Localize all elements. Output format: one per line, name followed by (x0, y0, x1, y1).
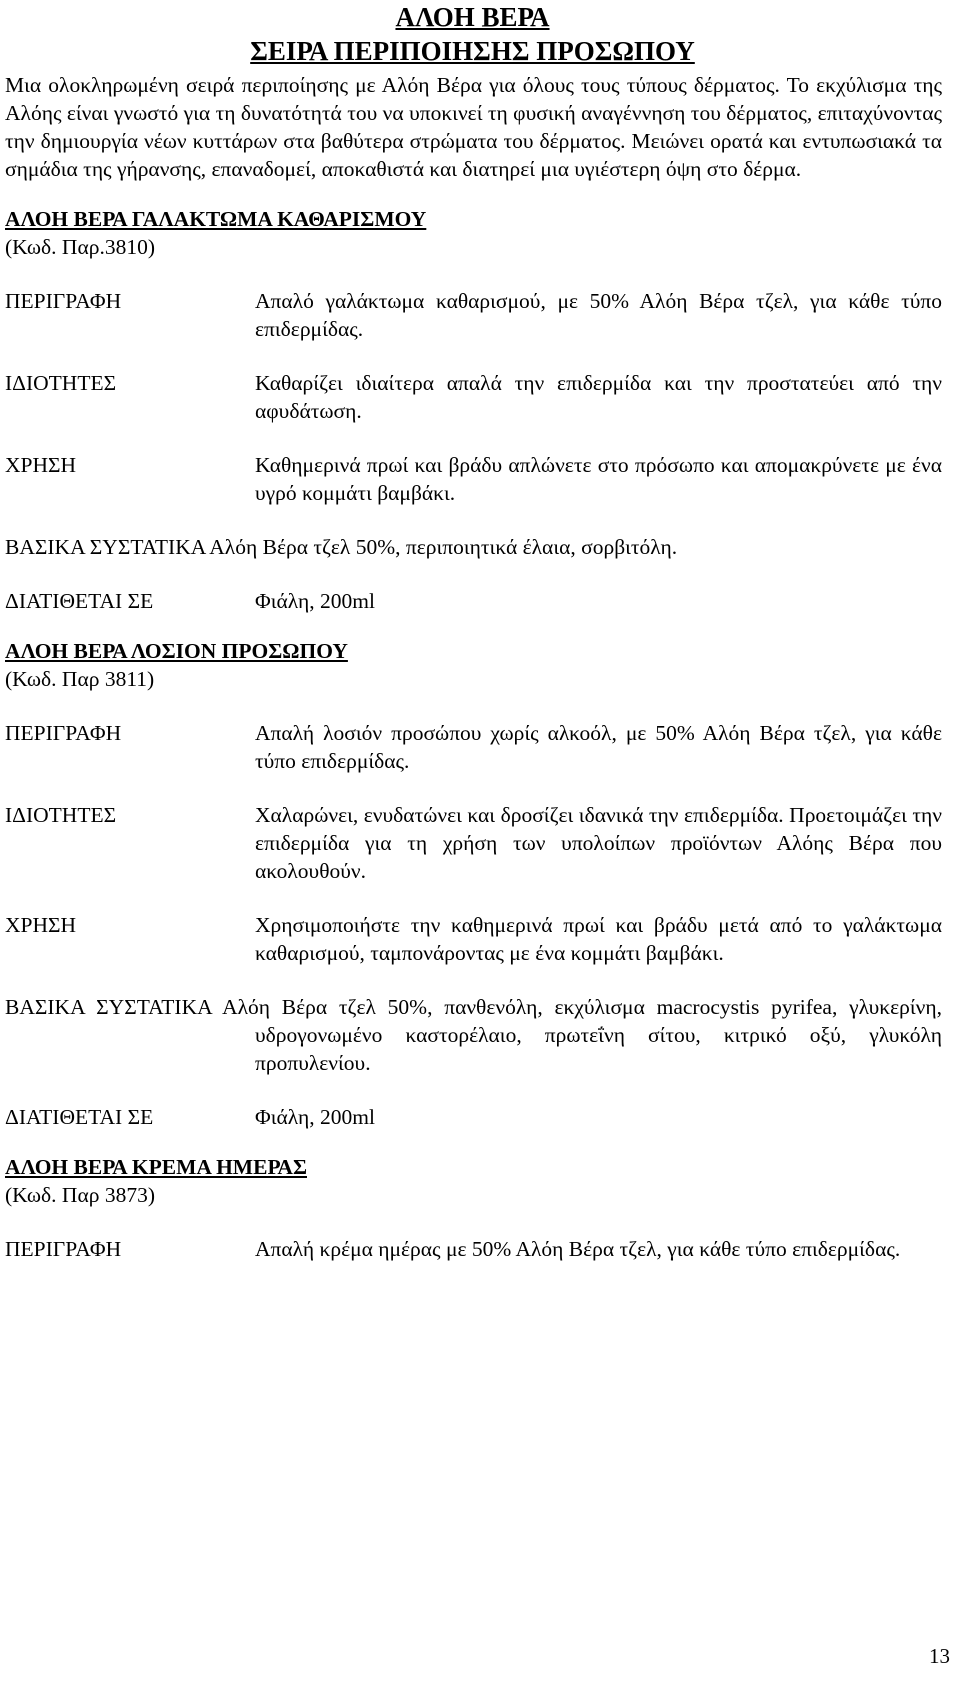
title-line-1: ΑΛΟΗ ΒΕΡΑ (395, 2, 550, 32)
product-heading: ΑΛΟΗ ΒΕΡΑ ΓΑΛΑΚΤΩΜΑ ΚΑΘΑΡΙΣΜΟΥ (5, 207, 427, 231)
availability-text: Φιάλη, 200ml (255, 1105, 375, 1129)
usage-row (5, 911, 950, 967)
product-face-lotion (5, 637, 950, 1131)
ingredients-line (5, 993, 950, 1077)
description-row (5, 1235, 950, 1263)
product-code: (Κωδ. Παρ 3873) (5, 1183, 155, 1207)
document-title (5, 0, 940, 68)
description-text: Απαλή κρέμα ημέρας με 50% Αλόη Βέρα τζελ, για κάθε τύπο επιδερμίδας. (255, 1237, 901, 1261)
description-label: ΠΕΡΙΓΡΑΦΗ (5, 1237, 122, 1261)
product-day-cream (5, 1153, 950, 1263)
properties-label: ΙΔΙΟΤΗΤΕΣ (5, 371, 117, 395)
properties-text: Καθαρίζει ιδιαίτερα απαλά την επιδερμίδα και την προστατεύει από την αφυδάτωση. (255, 371, 942, 423)
usage-label: ΧΡΗΣΗ (5, 913, 77, 937)
description-label: ΠΕΡΙΓΡΑΦΗ (5, 289, 122, 313)
description-label: ΠΕΡΙΓΡΑΦΗ (5, 721, 122, 745)
usage-text: Καθημερινά πρωί και βράδυ απλώνετε στο πρόσωπο και απομακρύνετε με ένα υγρό κομμάτι βαμβάκι. (255, 453, 942, 505)
title-line-2: ΣΕΙΡΑ ΠΕΡΙΠΟΙΗΣΗΣ ΠΡΟΣΩΠΟΥ (250, 36, 695, 66)
availability-row (5, 587, 950, 615)
usage-text: Χρησιμοποιήστε την καθημερινά πρωί και βράδυ μετά από το γαλάκτωμα καθαρισμού, ταμπονάροντας με ένα κομμάτι βαμβάκι. (255, 913, 942, 965)
product-cleansing-milk (5, 205, 950, 615)
ingredients-label: ΒΑΣΙΚΑ ΣΥΣΤΑΤΙΚΑ (5, 535, 206, 559)
description-row (5, 719, 950, 775)
availability-row (5, 1103, 950, 1131)
product-code: (Κωδ. Παρ.3810) (5, 235, 155, 259)
availability-label: ΔΙΑΤΙΘΕΤΑΙ ΣΕ (5, 589, 154, 613)
properties-text: Χαλαρώνει, ενυδατώνει και δροσίζει ιδανικά την επιδερμίδα. Προετοιμάζει την επιδερμίδα για τη χρήση των υπολοίπων προϊόντων Αλόης Βέρα που ακολουθούν. (255, 803, 942, 883)
properties-row (5, 369, 950, 425)
availability-text: Φιάλη, 200ml (255, 589, 375, 613)
usage-row (5, 451, 950, 507)
usage-label: ΧΡΗΣΗ (5, 453, 77, 477)
availability-label: ΔΙΑΤΙΘΕΤΑΙ ΣΕ (5, 1105, 154, 1129)
properties-label: ΙΔΙΟΤΗΤΕΣ (5, 803, 117, 827)
description-text: Απαλή λοσιόν προσώπου χωρίς αλκοόλ, με 50% Αλόη Βέρα τζελ, για κάθε τύπο επιδερμίδας. (255, 721, 942, 773)
properties-row (5, 801, 950, 885)
description-row (5, 287, 950, 343)
ingredients-text: Αλόη Βέρα τζελ 50%, πανθενόλη, εκχύλισμα macrocystis pyrifea, γλυκερίνη, υδρογονωμένο καστορέλαιο, πρωτεΐνη σίτου, κιτρικό οξύ, γλυκόλη προπυλενίου. (222, 995, 942, 1075)
product-code: (Κωδ. Παρ 3811) (5, 667, 155, 691)
ingredients-text: Αλόη Βέρα τζελ 50%, περιποιητικά έλαια, σορβιτόλη. (209, 535, 678, 559)
ingredients-line (5, 533, 950, 561)
ingredients-label: ΒΑΣΙΚΑ ΣΥΣΤΑΤΙΚΑ (5, 995, 212, 1019)
product-heading: ΑΛΟΗ ΒΕΡΑ ΛΟΣΙΟΝ ΠΡΟΣΩΠΟΥ (5, 639, 348, 663)
intro-paragraph: Μια ολοκληρωμένη σειρά περιποίησης με Αλόη Βέρα για όλους τους τύπους δέρματος. Το εκχύλισμα της Αλόης είναι γνωστό για τη δυνατότητά του να υποκινεί τη φυσική αναγέννηση του δέρματος, επιταχύνοντας την δημιουργία νέων κυττάρων στα βαθύτερα στρώματα του δέρματος. Μειώνει ορατά και εντυπωσιακά τα σημάδια της γήρανσης, επαναδομεί, αποκαθιστά και διατηρεί μια υγιέστερη όψη στο δέρμα. (5, 73, 942, 181)
description-text: Απαλό γαλάκτωμα καθαρισμού, με 50% Αλόη Βέρα τζελ, για κάθε τύπο επιδερμίδας. (255, 289, 942, 341)
page-number: 13 (929, 1644, 950, 1668)
product-heading: ΑΛΟΗ ΒΕΡΑ ΚΡΕΜΑ ΗΜΕΡΑΣ (5, 1155, 307, 1179)
document-page (5, 0, 950, 1263)
